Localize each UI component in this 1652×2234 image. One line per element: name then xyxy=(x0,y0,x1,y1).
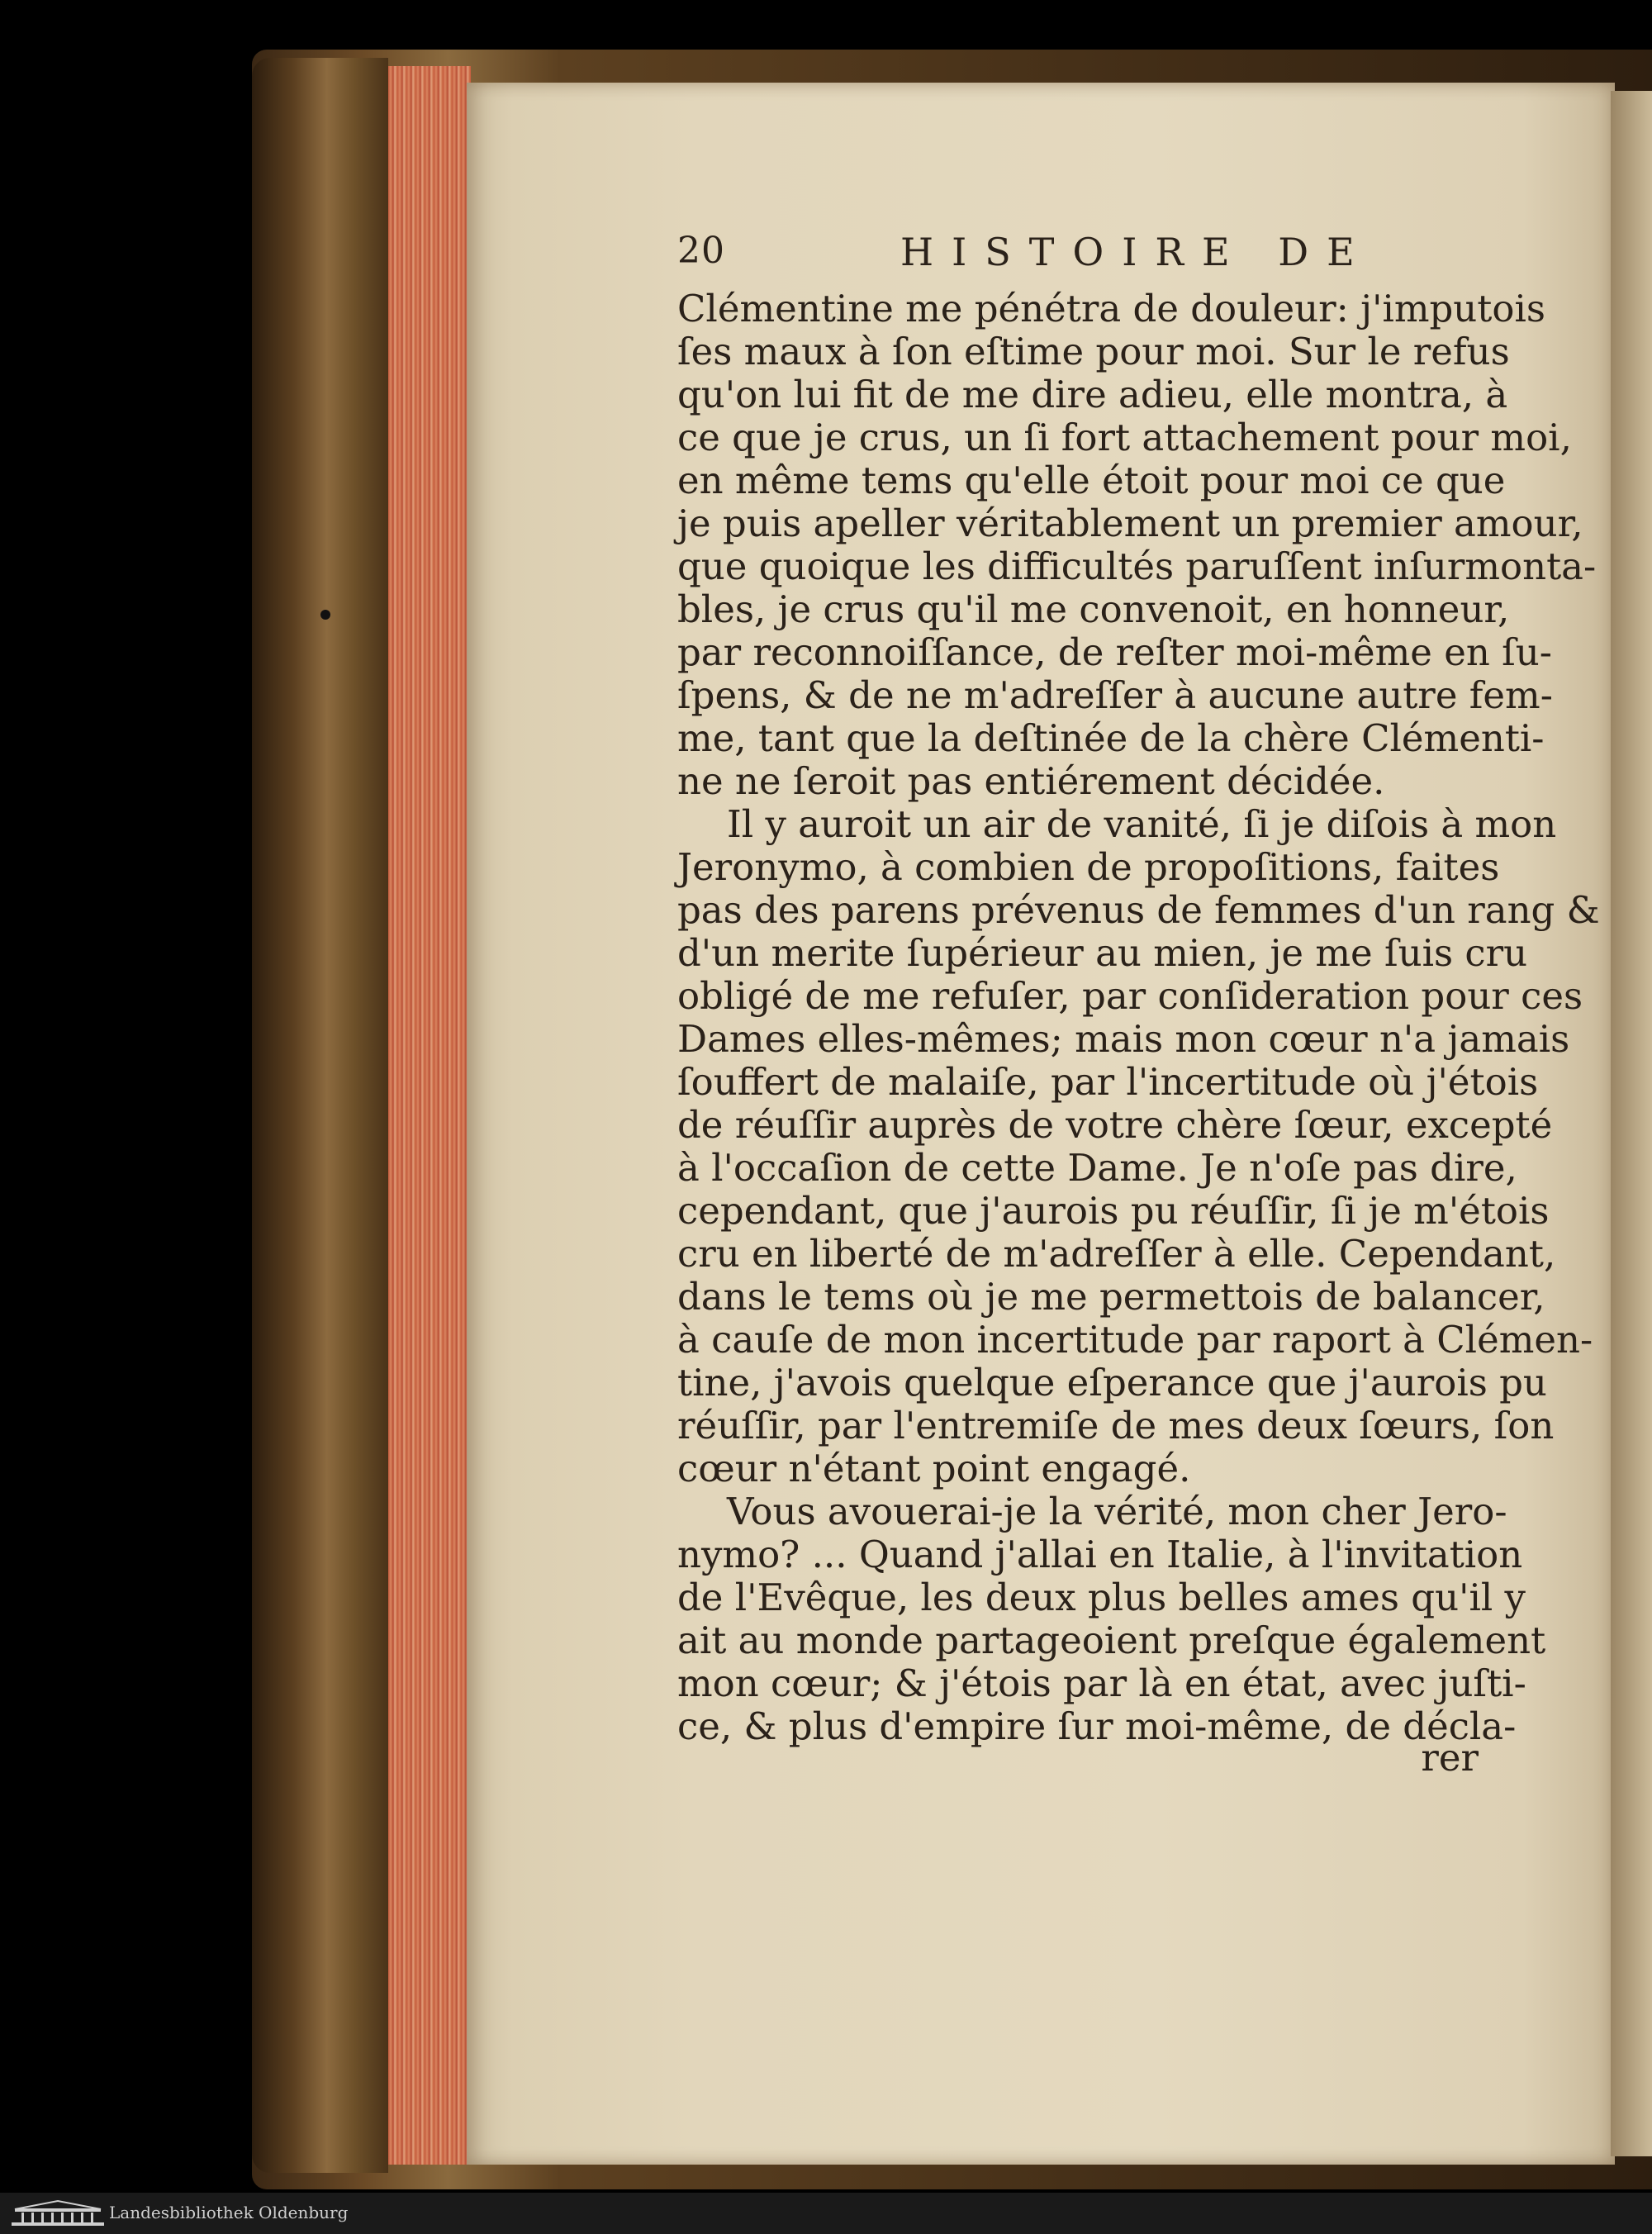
text-line: Dames elles-mêmes; mais mon cœur n'a jamais xyxy=(677,1017,1570,1061)
ink-spot xyxy=(320,610,330,620)
text-line: pas des parens prévenus de femmes d'un rang & xyxy=(677,888,1600,932)
text-line: ce, & plus d'empire ſur moi-même, de décla- xyxy=(677,1704,1517,1748)
text-line: ſpens, & de ne m'adreſſer à aucune autre fem- xyxy=(677,673,1553,717)
text-line: je puis apeller véritablement un premier amour, xyxy=(677,501,1583,545)
text-line: obligé de me refuſer, par conſideration pour ces xyxy=(677,974,1583,1018)
text-line: que quoique les difficultés paruſſent inſurmonta- xyxy=(677,544,1597,588)
body-text xyxy=(677,287,1600,1748)
catchword: rer xyxy=(1421,1736,1479,1780)
text-line: Vous avouerai-je la vérité, mon cher Jero- xyxy=(727,1490,1507,1533)
footer-bar xyxy=(0,2193,1652,2234)
text-line: à cauſe de mon incertitude par raport à Clémen- xyxy=(677,1318,1593,1362)
text-line: ſouffert de malaiſe, par l'incertitude où j'étois xyxy=(677,1060,1539,1104)
page-number: 20 xyxy=(677,230,725,272)
text-line: Il y auroit un air de vanité, ſi je diſois à mon xyxy=(727,802,1557,846)
book-spine-board xyxy=(252,58,388,2173)
text-line: cœur n'étant point engagé. xyxy=(677,1447,1191,1490)
text-line: me, tant que la deſtinée de la chère Clémenti- xyxy=(677,716,1545,760)
text-line: de réuſſir auprès de votre chère ſœur, excepté xyxy=(677,1103,1553,1147)
text-line: de l'Evêque, les deux plus belles ames qu'il y xyxy=(677,1576,1526,1619)
text-line: bles, je crus qu'il me convenoit, en honneur, xyxy=(677,587,1510,631)
text-line: par reconnoiſſance, de reſter moi-même en ſu- xyxy=(677,630,1552,674)
text-line: à l'occaſion de cette Dame. Je n'oſe pas dire, xyxy=(677,1146,1517,1190)
text-line: Jeronymo, à combien de propoſitions, faites xyxy=(677,845,1500,889)
text-line: nymo? ... Quand j'allai en Italie, à l'invitation xyxy=(677,1533,1523,1576)
running-title: HISTOIRE DE xyxy=(900,230,1373,274)
page-edges xyxy=(388,66,471,2165)
library-building-icon xyxy=(12,2199,104,2227)
text-line: ait au monde partageoient preſque également xyxy=(677,1618,1546,1662)
text-line: tine, j'avois quelque eſperance que j'aurois pu xyxy=(677,1361,1547,1405)
facing-page-edge xyxy=(1611,91,1652,2156)
text-line: réuſſir, par l'entremiſe de mes deux ſœurs, ſon xyxy=(677,1404,1555,1447)
text-line: ſes maux à ſon eſtime pour moi. Sur le refus xyxy=(677,330,1510,373)
library-name: Landesbibliothek Oldenburg xyxy=(109,2203,349,2222)
text-line: dans le tems où je me permettois de balancer, xyxy=(677,1275,1545,1319)
text-line: Clémentine me pénétra de douleur: j'imputois xyxy=(677,287,1545,330)
text-line: ne ne ſeroit pas entiérement décidée. xyxy=(677,759,1385,803)
text-line: cru en liberté de m'adreſſer à elle. Cependant, xyxy=(677,1232,1556,1276)
text-line: qu'on lui fit de me dire adieu, elle montra, à xyxy=(677,373,1508,416)
text-line: d'un merite ſupérieur au mien, je me ſuis cru xyxy=(677,931,1528,975)
text-line: en même tems qu'elle étoit pour moi ce que xyxy=(677,459,1506,502)
text-line: mon cœur; & j'étois par là en état, avec juſti- xyxy=(677,1661,1526,1705)
text-line: cependant, que j'aurois pu réuſſir, ſi je m'étois xyxy=(677,1189,1550,1233)
text-line: ce que je crus, un ſi fort attachement pour moi, xyxy=(677,416,1572,459)
